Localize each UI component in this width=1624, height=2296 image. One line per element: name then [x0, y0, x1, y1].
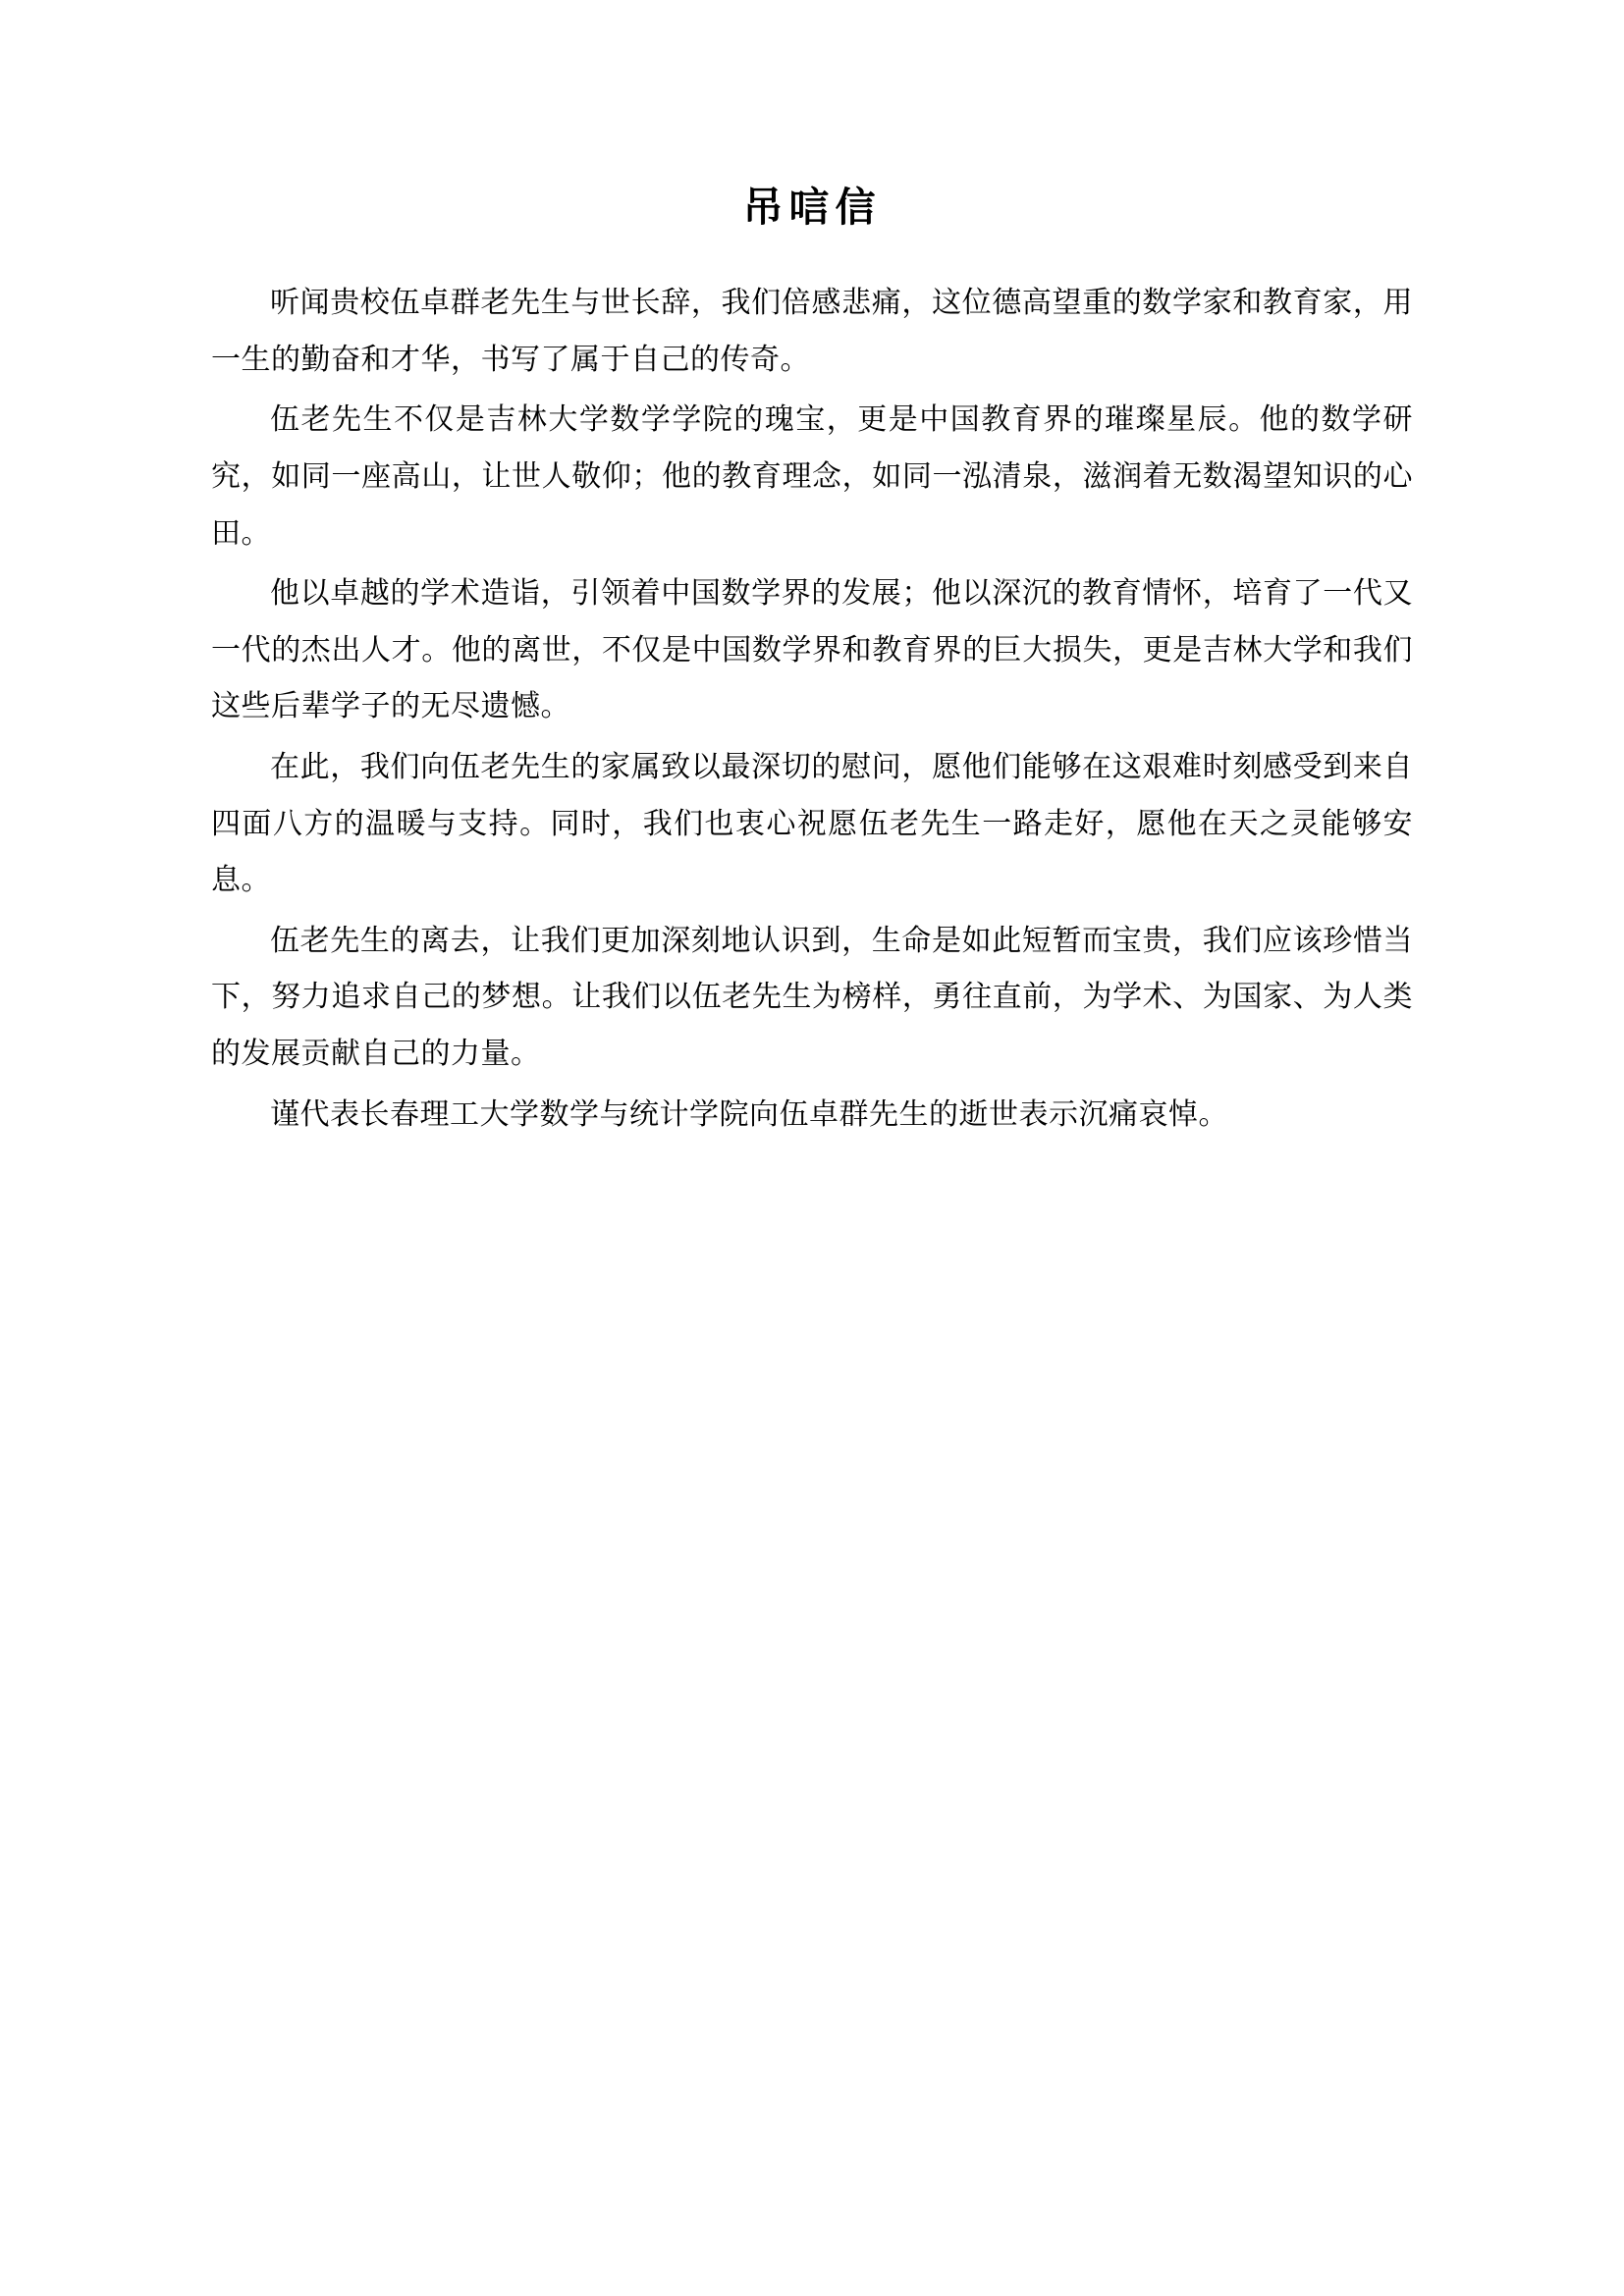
document-body — [211, 275, 1413, 1143]
paragraph: 伍老先生的离去，让我们更加深刻地认识到，生命是如此短暂而宝贵，我们应该珍惜当下，努力追求自己的梦想。让我们以伍老先生为榜样，勇往直前，为学术、为国家、为人类的发展贡献自己的力量。 — [211, 923, 1413, 1072]
paragraph: 他以卓越的学术造诣，引领着中国数学界的发展；他以深沉的教育情怀，培育了一代又一代的杰出人才。他的离世，不仅是中国数学界和教育界的巨大损失，更是吉林大学和我们这些后辈学子的无尽遗憾。 — [211, 576, 1413, 724]
paragraph: 谨代表长春理工大学数学与统计学院向伍卓群先生的逝世表示沉痛哀悼。 — [270, 1096, 1228, 1132]
page-title: 吊唁信 — [742, 184, 882, 231]
paragraph: 在此，我们向伍老先生的家属致以最深切的慰问，愿他们能够在这艰难时刻感受到来自四面八方的温暖与支持。同时，我们也衷心祝愿伍老先生一路走好，愿他在天之灵能够安息。 — [211, 750, 1413, 898]
paragraph: 听闻贵校伍卓群老先生与世长辞，我们倍感悲痛，这位德高望重的数学家和教育家，用一生的勤奋和才华，书写了属于自己的传奇。 — [211, 286, 1413, 377]
paragraph: 伍老先生不仅是吉林大学数学学院的瑰宝，更是中国教育界的璀璨星辰。他的数学研究，如同一座高山，让世人敬仰；他的教育理念，如同一泓清泉，滋润着无数渴望知识的心田。 — [211, 402, 1413, 551]
